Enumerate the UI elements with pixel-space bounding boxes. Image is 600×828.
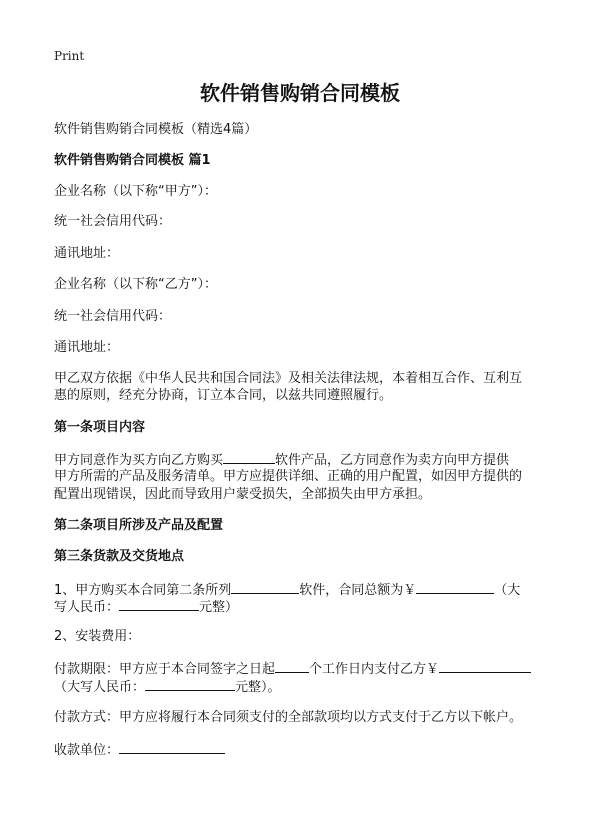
pay-method: 付款方式：甲方应将履行本合同须支付的全部款项均以方式支付于乙方以下帐户。 (54, 710, 523, 725)
pay-words-blank (145, 677, 235, 691)
party-b-name: 企业名称（以下称“乙方”）： (54, 277, 217, 292)
pay-term-line-1 (54, 659, 531, 679)
print-label[interactable]: Print (54, 49, 85, 63)
party-a-code: 统一社会信用代码： (54, 214, 172, 229)
pay-term-text-c: （大写人民币： (54, 680, 146, 695)
article-2-title: 第二条项目所涉及产品及配置 (54, 518, 224, 533)
article-3-title: 第三条货款及交货地点 (54, 549, 185, 564)
product-blank (223, 450, 275, 464)
party-a-name: 企业名称（以下称“甲方”）： (54, 184, 217, 199)
pay-amount-blank (439, 659, 531, 673)
article-1-text-b: 软件产品，乙方同意作为卖方向甲方提供 (275, 453, 510, 468)
pay-term-text-b: 个工作日内支付乙方￥ (309, 662, 440, 677)
item-1-text-b: 软件，合同总额为￥ (299, 583, 417, 598)
item-1-text-e: 元整） (199, 600, 239, 615)
party-b-code: 统一社会信用代码： (54, 309, 172, 324)
article-1-line-2: 甲方所需的产品及服务清单。甲方应提供详细、正确的用户配置，如因甲方提供的 (54, 469, 523, 484)
days-blank (275, 659, 309, 673)
payee-blank (119, 740, 225, 754)
item-2: 2、安装费用： (54, 629, 141, 644)
party-a-address: 通讯地址： (54, 246, 120, 261)
item-1-text-c: （大 (494, 583, 521, 598)
article-1-line-3: 配置出现错误，因此而导致用户蒙受损失，全部损失由甲方承担。 (54, 487, 432, 502)
payee-line (54, 740, 225, 760)
article-1-title: 第一条项目内容 (54, 420, 146, 435)
item-1-text-d: 写人民币： (54, 600, 120, 615)
section-title: 软件销售购销合同模板 篇1 (54, 153, 211, 168)
article-1-text-a: 甲方同意作为买方向乙方购买 (54, 453, 224, 468)
payee-label: 收款单位： (54, 743, 120, 758)
item-1-text-a: 1、甲方购买本合同第二条所列 (54, 583, 232, 598)
article-1-line-1 (54, 450, 509, 470)
item-1-line-2 (54, 597, 238, 617)
pay-term-text-a: 付款期限：甲方应于本合同签字之日起 (54, 662, 276, 677)
pay-term-line-2 (54, 677, 281, 697)
document-subtitle: 软件销售购销合同模板（精选4篇） (54, 122, 258, 137)
software-blank (231, 580, 299, 594)
party-b-address: 通讯地址： (54, 340, 120, 355)
total-amount-blank (416, 580, 494, 594)
pay-term-text-d: 元整）。 (235, 680, 281, 695)
intro-line-1: 甲乙双方依据《中华人民共和国合同法》及相关法律法规，本着相互合作、互利互 (54, 371, 523, 386)
document-title: 软件销售购销合同模板 (200, 81, 400, 105)
intro-line-2: 惠的原则，经充分协商，订立本合同，以兹共同遵照履行。 (54, 388, 393, 403)
amount-words-blank (119, 597, 199, 611)
